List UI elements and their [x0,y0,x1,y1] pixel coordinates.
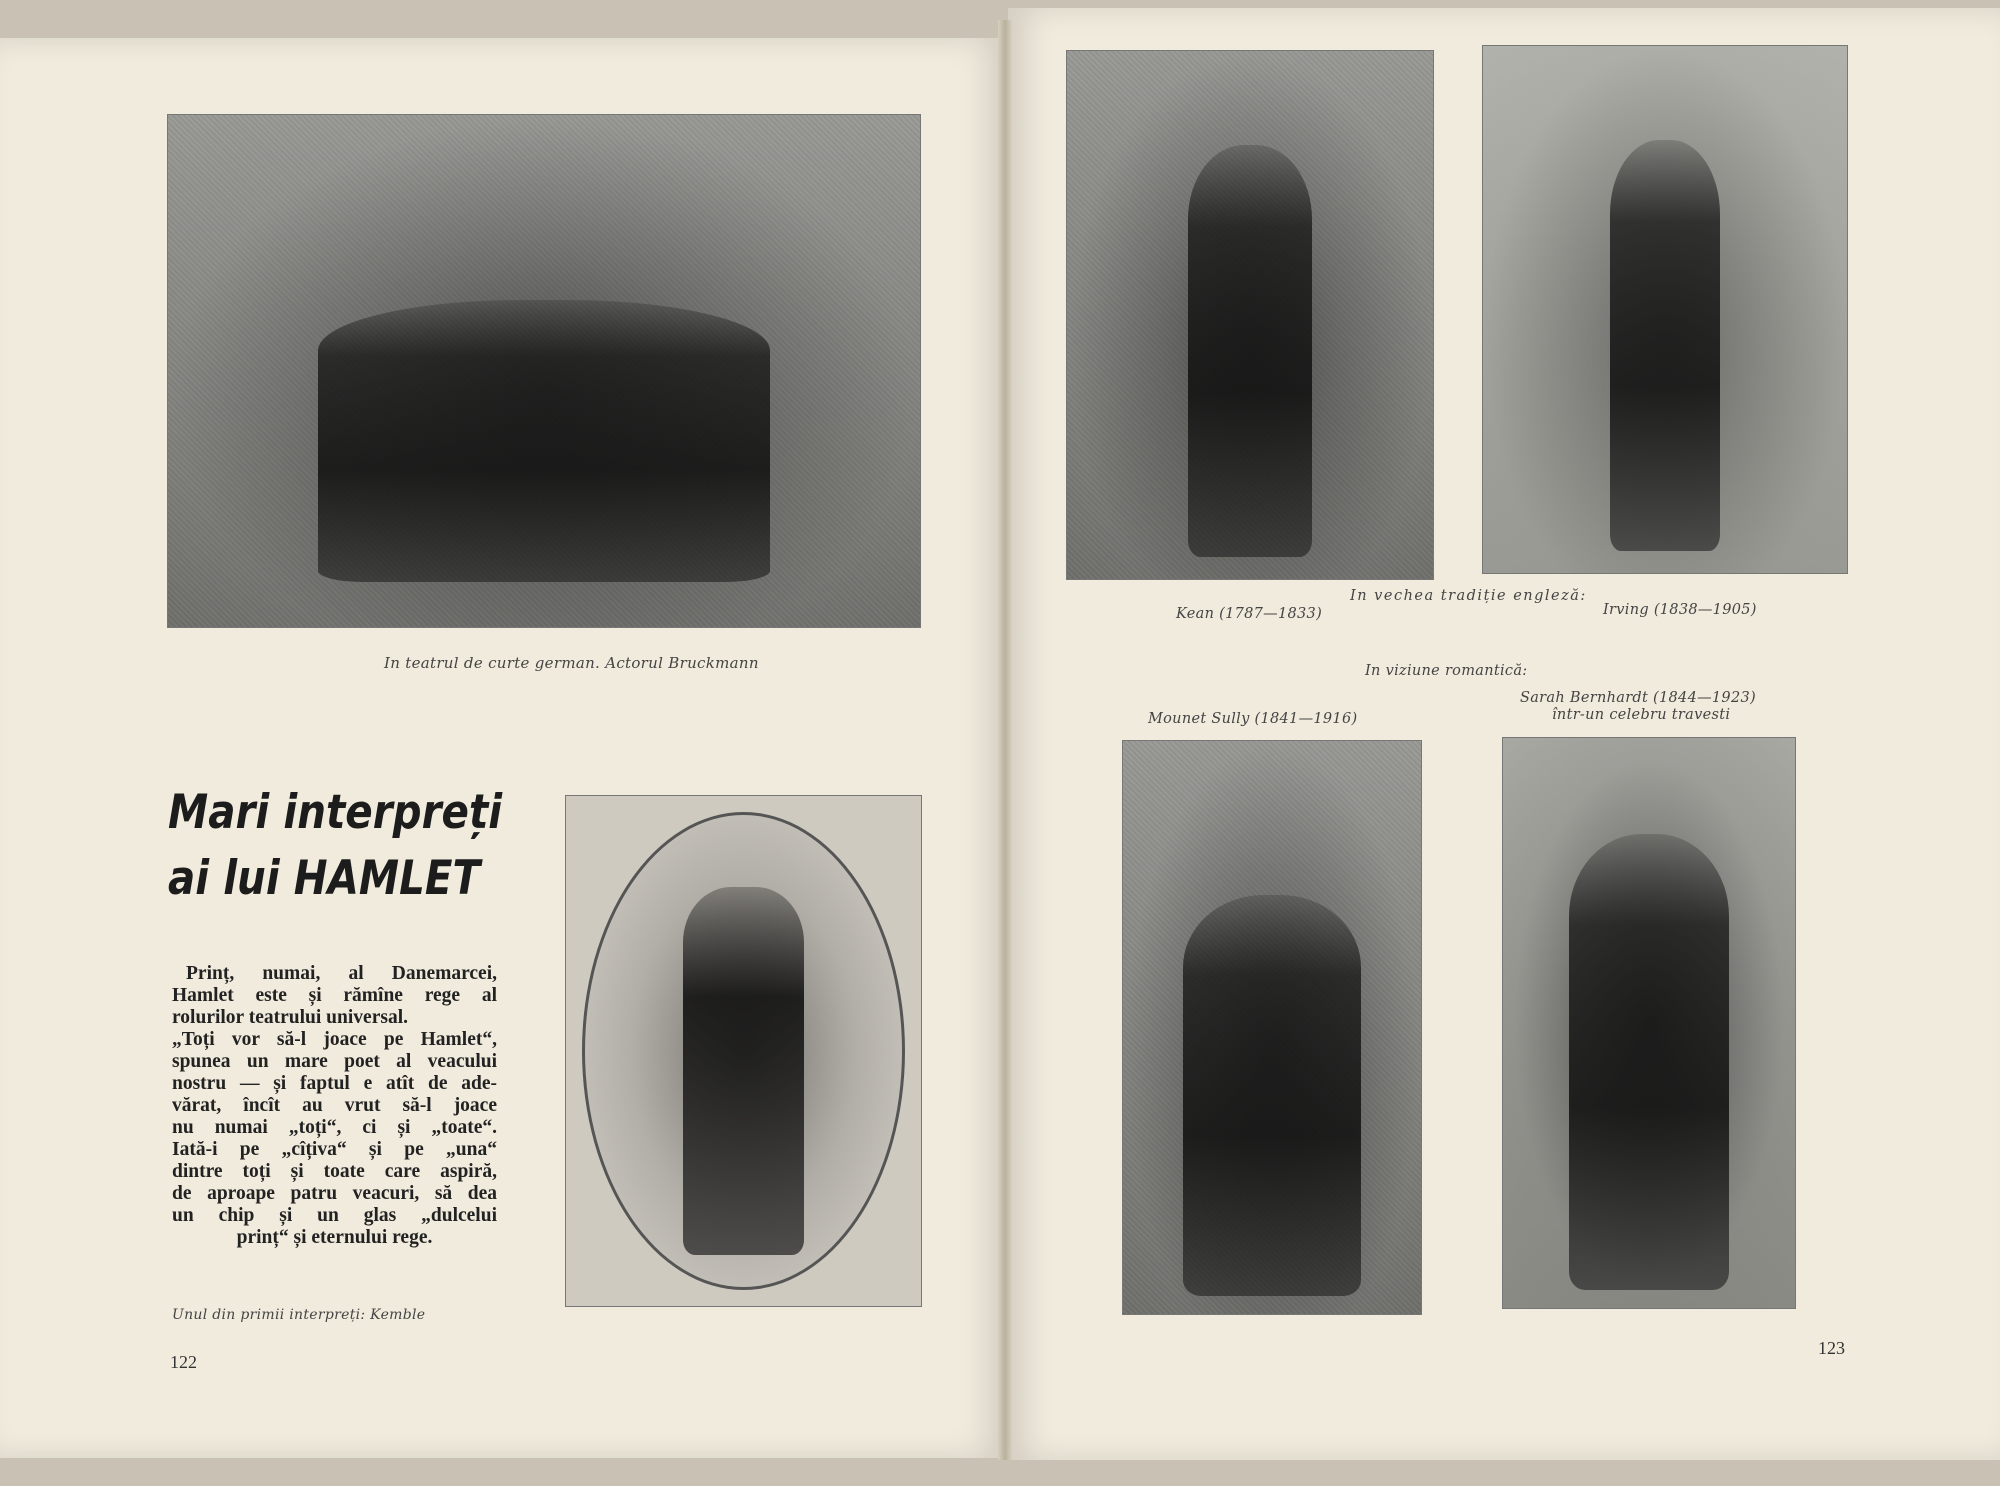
caption-bernhardt-line2: într-un celebru travesti [1552,707,1731,723]
caption-court-theatre: In teatrul de curte german. Actorul Bruckmann [384,654,759,672]
text-line: „Toți vor să-l joace pe Hamlet“, [172,1029,497,1050]
photo-irving [1482,45,1848,574]
intro-paragraph [172,963,497,1249]
heading-english-tradition: In vechea tradiție engleză: [1350,588,1587,604]
page-title-line2: ai lui HAMLET [168,851,481,906]
text-line: Prinț, numai, al Danemarcei, [186,963,497,984]
book-gutter [998,20,1012,1460]
caption-sully: Mounet Sully (1841—1916) [1148,711,1358,727]
heading-romantic-vision: In viziune romantică: [1365,663,1528,679]
text-line: spunea un mare poet al veacului [172,1051,497,1072]
text-line: dintre toți și toate care aspiră, [172,1161,497,1182]
page-title-line1: Mari interpreți [168,785,503,840]
text-line: rolurilor teatrului universal. [172,1007,408,1028]
caption-kemble: Unul din primii interpreți: Kemble [172,1307,426,1323]
text-line: Hamlet este și rămîne rege al [172,985,497,1006]
text-line: vărat, încît au vrut să-l joace [172,1095,497,1116]
page-number-right: 123 [1818,1338,1845,1358]
text-line: de aproape patru veacuri, să dea [172,1183,497,1204]
page-number-left: 122 [170,1352,197,1372]
caption-irving: Irving (1838—1905) [1603,602,1757,618]
photo-court-theatre [167,114,921,628]
caption-kean: Kean (1787—1833) [1176,606,1323,622]
photo-sarah-bernhardt [1502,737,1796,1309]
text-line: nostru — și faptul e atît de ade- [172,1073,497,1094]
text-line: prinț“ și eternului rege. [236,1227,433,1248]
photo-mounet-sully [1122,740,1422,1315]
text-line: Iată-i pe „cîțiva“ și pe „una“ [172,1139,497,1160]
text-line: un chip și un glas „dulcelui [172,1205,497,1226]
caption-bernhardt-line1: Sarah Bernhardt (1844—1923) [1520,690,1756,706]
text-line: nu numai „toți“, ci și „toate“. [172,1117,497,1138]
photo-kean [1066,50,1434,580]
oval-portrait-frame [582,812,905,1290]
photo-kemble [565,795,922,1307]
